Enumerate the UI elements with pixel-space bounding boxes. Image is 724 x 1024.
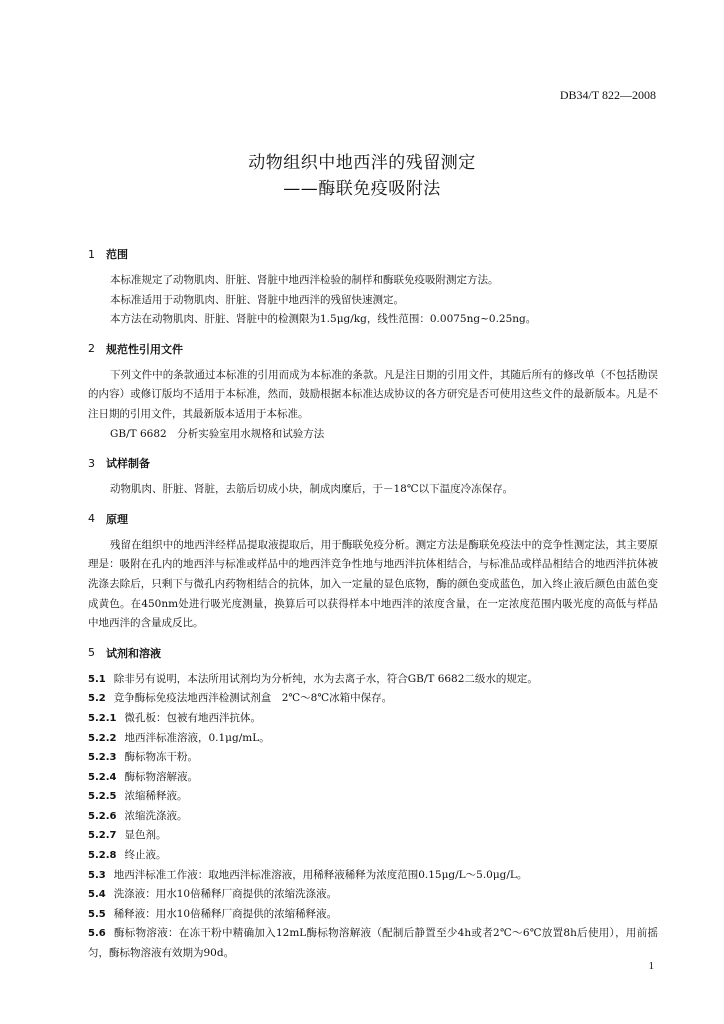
- document-title: [0, 150, 724, 202]
- section-heading-scope: [88, 247, 658, 261]
- clause-text: 浓缩洗涤液。: [124, 809, 188, 822]
- scope-line: 本标准适用于动物肌肉、肝脏、肾脏中地西泮的残留快速测定。: [110, 293, 404, 306]
- clause-item: [88, 729, 658, 749]
- clause-text: 除非另有说明，本法所用试剂均为分析纯，水为去离子水，符合GB/T 6682二级水的规定。: [113, 672, 538, 685]
- clause-item: [88, 748, 658, 768]
- clause-text: 酶标物溶液：在冻干粉中精确加入12mL酶标物溶解液（配制后静置至少4h或者2℃～6℃放置8h后使用），用前摇匀，酶标物溶液有效期为90d。: [88, 927, 658, 960]
- section-title: 范围: [106, 248, 128, 261]
- clause-number: 5.2.6: [88, 810, 117, 822]
- clause-text: 稀释液：用水10倍稀释厂商提供的浓缩稀释液。: [113, 907, 338, 920]
- clause-text: 竞争酶标免疫法地西泮检测试剂盒 2℃～8℃冰箱中保存。: [113, 692, 393, 705]
- clause-item: [88, 670, 658, 690]
- clause-text: 浓缩稀释液。: [124, 790, 188, 803]
- section-title: 试剂和溶液: [106, 646, 161, 660]
- scope-line: 本标准规定了动物肌肉、肝脏、肾脏中地西泮检验的制样和酶联免疫吸附测定方法。: [110, 274, 499, 286]
- clause-text: 地西泮标准工作液：取地西泮标准溶液，用稀释液稀释为浓度范围0.15μg/L～5.0μg/L。: [113, 868, 528, 881]
- clause-number: 5.2.8: [88, 850, 117, 862]
- clause-item: [88, 768, 658, 788]
- section-title: 原理: [106, 512, 128, 526]
- section-number: 1: [88, 247, 95, 261]
- clause-item: [88, 807, 658, 827]
- clause-number: 5.1: [88, 673, 106, 685]
- clause-number: 5.2.7: [88, 830, 117, 842]
- clause-item: [88, 787, 658, 807]
- clause-number: 5.3: [88, 869, 106, 881]
- references-paragraph: 下列文件中的条款通过本标准的引用而成为本标准的条款。凡是注日期的引用文件，其随后所有的修改单（不包括勘误的内容）或修订版均不适用于本标准，然而，鼓励根据本标准达成协议的各方研究是否可使用这些文件的最新版本。凡是不注日期的引用文件，其最新版本适用于本标准。: [88, 368, 658, 420]
- section-heading-principle: [88, 512, 658, 526]
- clause-text: 微孔板：包被有地西泮抗体。: [124, 711, 261, 724]
- clause-number: 5.2.1: [88, 712, 117, 724]
- clause-number: 5.5: [88, 908, 106, 920]
- clause-number: 5.2.4: [88, 771, 117, 783]
- document-body: [88, 235, 658, 964]
- clause-item: [88, 826, 658, 846]
- section-heading-normative-references: [88, 342, 658, 356]
- clause-number: 5.2: [88, 693, 106, 705]
- clause-item: [88, 866, 658, 886]
- reference-entry: GB/T 6682 分析实验室用水规格和试验方法: [110, 427, 325, 440]
- sample-prep-paragraph: 动物肌肉、肝脏、肾脏，去筋后切成小块，制成肉糜后，于－18℃以下温度冷冻保存。: [110, 483, 514, 496]
- scope-line: 本方法在动物肌肉、肝脏、肾脏中的检测限为1.5μg/kg，线性范围：0.0075ng~0.25ng。: [110, 313, 537, 326]
- clause-item: [88, 905, 658, 925]
- section-number: 5: [88, 646, 95, 660]
- clause-text: 洗涤液：用水10倍稀释厂商提供的浓缩洗涤液。: [113, 888, 338, 901]
- clause-text: 酶标物冻干粉。: [124, 751, 198, 764]
- clause-number: 5.2.2: [88, 732, 117, 744]
- section-number: 3: [88, 456, 95, 470]
- standard-code: DB34/T 822—2008: [559, 88, 656, 102]
- page-number: 1: [648, 960, 654, 972]
- clause-number: 5.2.3: [88, 752, 117, 764]
- clause-item: [88, 846, 658, 866]
- title-subtitle: ——酶联免疫吸附法: [283, 179, 441, 199]
- section-title: 规范性引用文件: [106, 342, 183, 356]
- clause-number: 5.4: [88, 889, 106, 901]
- clause-text: 终止液。: [124, 849, 167, 862]
- clause-item: [88, 885, 658, 905]
- clause-number: 5.6: [88, 928, 106, 940]
- clause-item: [88, 924, 658, 963]
- clause-item: [88, 689, 658, 709]
- section-title: 试样制备: [106, 457, 150, 471]
- clause-text: 酶标物溶解液。: [124, 770, 198, 783]
- clause-item: [88, 709, 658, 729]
- section-heading-reagents: [88, 646, 658, 660]
- principle-paragraph: 残留在组织中的地西泮经样品提取液提取后，用于酶联免疫分析。测定方法是酶联免疫法中的竞争性测定法，其主要原理是：吸附在孔内的地西泮与标准或样品中的地西泮竞争性地与地西泮抗体相结合，与标准品或样品相结合的地西泮抗体被洗涤去除后，只剩下与微孔内药物相结合的抗体，加入一定量的显色底物，酶的颜色变成蓝色，加入终止液后颜色由蓝色变成黄色。在450nm处进行吸光度测量，换算后可以获得样本中地西泮的浓度含量，在一定浓度范围内吸光度的高低与样品中地西泮的含量成反比。: [88, 538, 658, 630]
- section-number: 2: [88, 342, 95, 356]
- clause-text: 显色剂。: [124, 829, 167, 842]
- section-heading-sample-preparation: [88, 456, 658, 470]
- title-main: 动物组织中地西泮的残留测定: [248, 153, 476, 173]
- clause-text: 地西泮标准溶液，0.1μg/mL。: [124, 731, 270, 744]
- clause-number: 5.2.5: [88, 791, 117, 803]
- section-number: 4: [88, 512, 95, 526]
